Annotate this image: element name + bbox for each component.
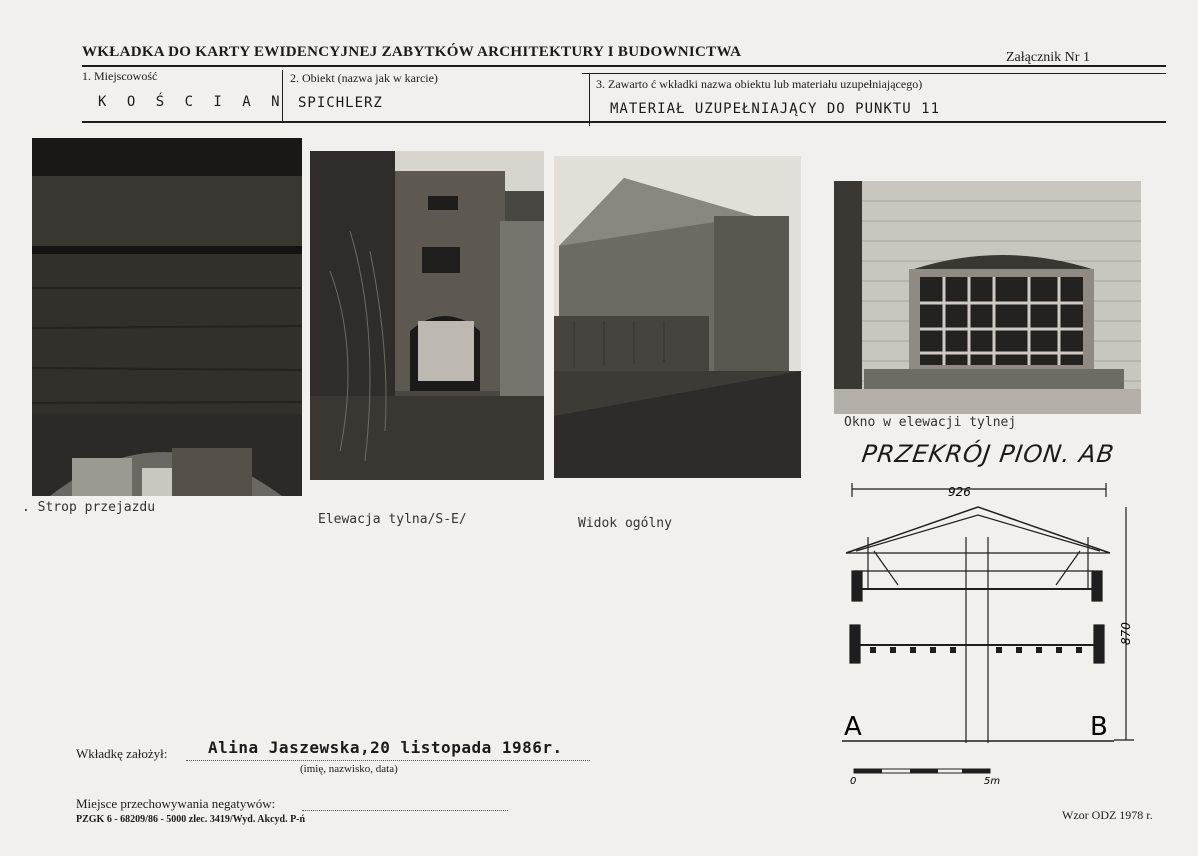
caption-rear-window: Okno w elewacji tylnej [844,415,1017,430]
header-rule [82,65,1166,67]
field-value-object: SPICHLERZ [298,95,383,111]
caption-rear-elevation: Elewacja tylna/S-E/ [318,512,467,527]
fields-bottom-rule [82,121,1166,123]
width-dimension-label: 926 [948,485,971,499]
section-label-a: A [844,712,862,742]
caption-passage-ceiling: . Strop przejazdu [22,500,156,515]
section-drawing [838,475,1138,790]
section-label-b: B [1090,712,1108,742]
field-divider [589,74,590,126]
form-title: WKŁADKA DO KARTY EWIDENCYJNEJ ZABYTKÓW ARCHITEKTURY I BUDOWNICTWA [82,44,742,60]
form-model: Wzor ODZ 1978 r. [1062,808,1153,822]
attachment-number: Załącznik Nr 1 [1006,50,1090,65]
photo-rear-window [834,181,1141,414]
photo-rear-elevation [310,151,544,480]
field-rule [582,73,1166,74]
author-dotted-line [186,760,590,761]
scale-bar [854,769,990,773]
field-value-locality: K O Ś C I A N [98,94,286,110]
storage-dotted-line [302,810,508,811]
height-dimension-label: 870 [1119,622,1133,645]
scale-start-label: 0 [850,776,857,787]
photo-passage-ceiling [32,138,302,496]
field-label-contents: 3. Zawarto ć wkładki nazwa obiektu lub materiału uzupełniającego) [596,77,923,91]
field-value-contents: MATERIAŁ UZUPEŁNIAJĄCY DO PUNKTU 11 [610,101,941,117]
author-hint: (imię, nazwisko, data) [300,763,398,775]
author-value: Alina Jaszewska,20 listopada 1986r. [208,738,563,757]
field-label-object: 2. Obiekt (nazwa jak w karcie) [290,71,438,85]
field-label-locality: 1. Miejscowość [82,69,158,83]
photo-general-view [554,156,801,478]
scale-end-label: 5m [984,776,1001,787]
section-drawing-title: PRZEKRÓJ PION. AB [860,440,1117,468]
storage-label: Miejsce przechowywania negatywów: [76,796,276,811]
roof-outline [846,507,1110,553]
author-label: Wkładkę założył: [76,746,168,761]
caption-general-view: Widok ogólny [578,516,672,531]
print-info: PZGK 6 - 68209/86 - 5000 zlec. 3419/Wyd. Akcyd. P-ń [76,814,306,825]
